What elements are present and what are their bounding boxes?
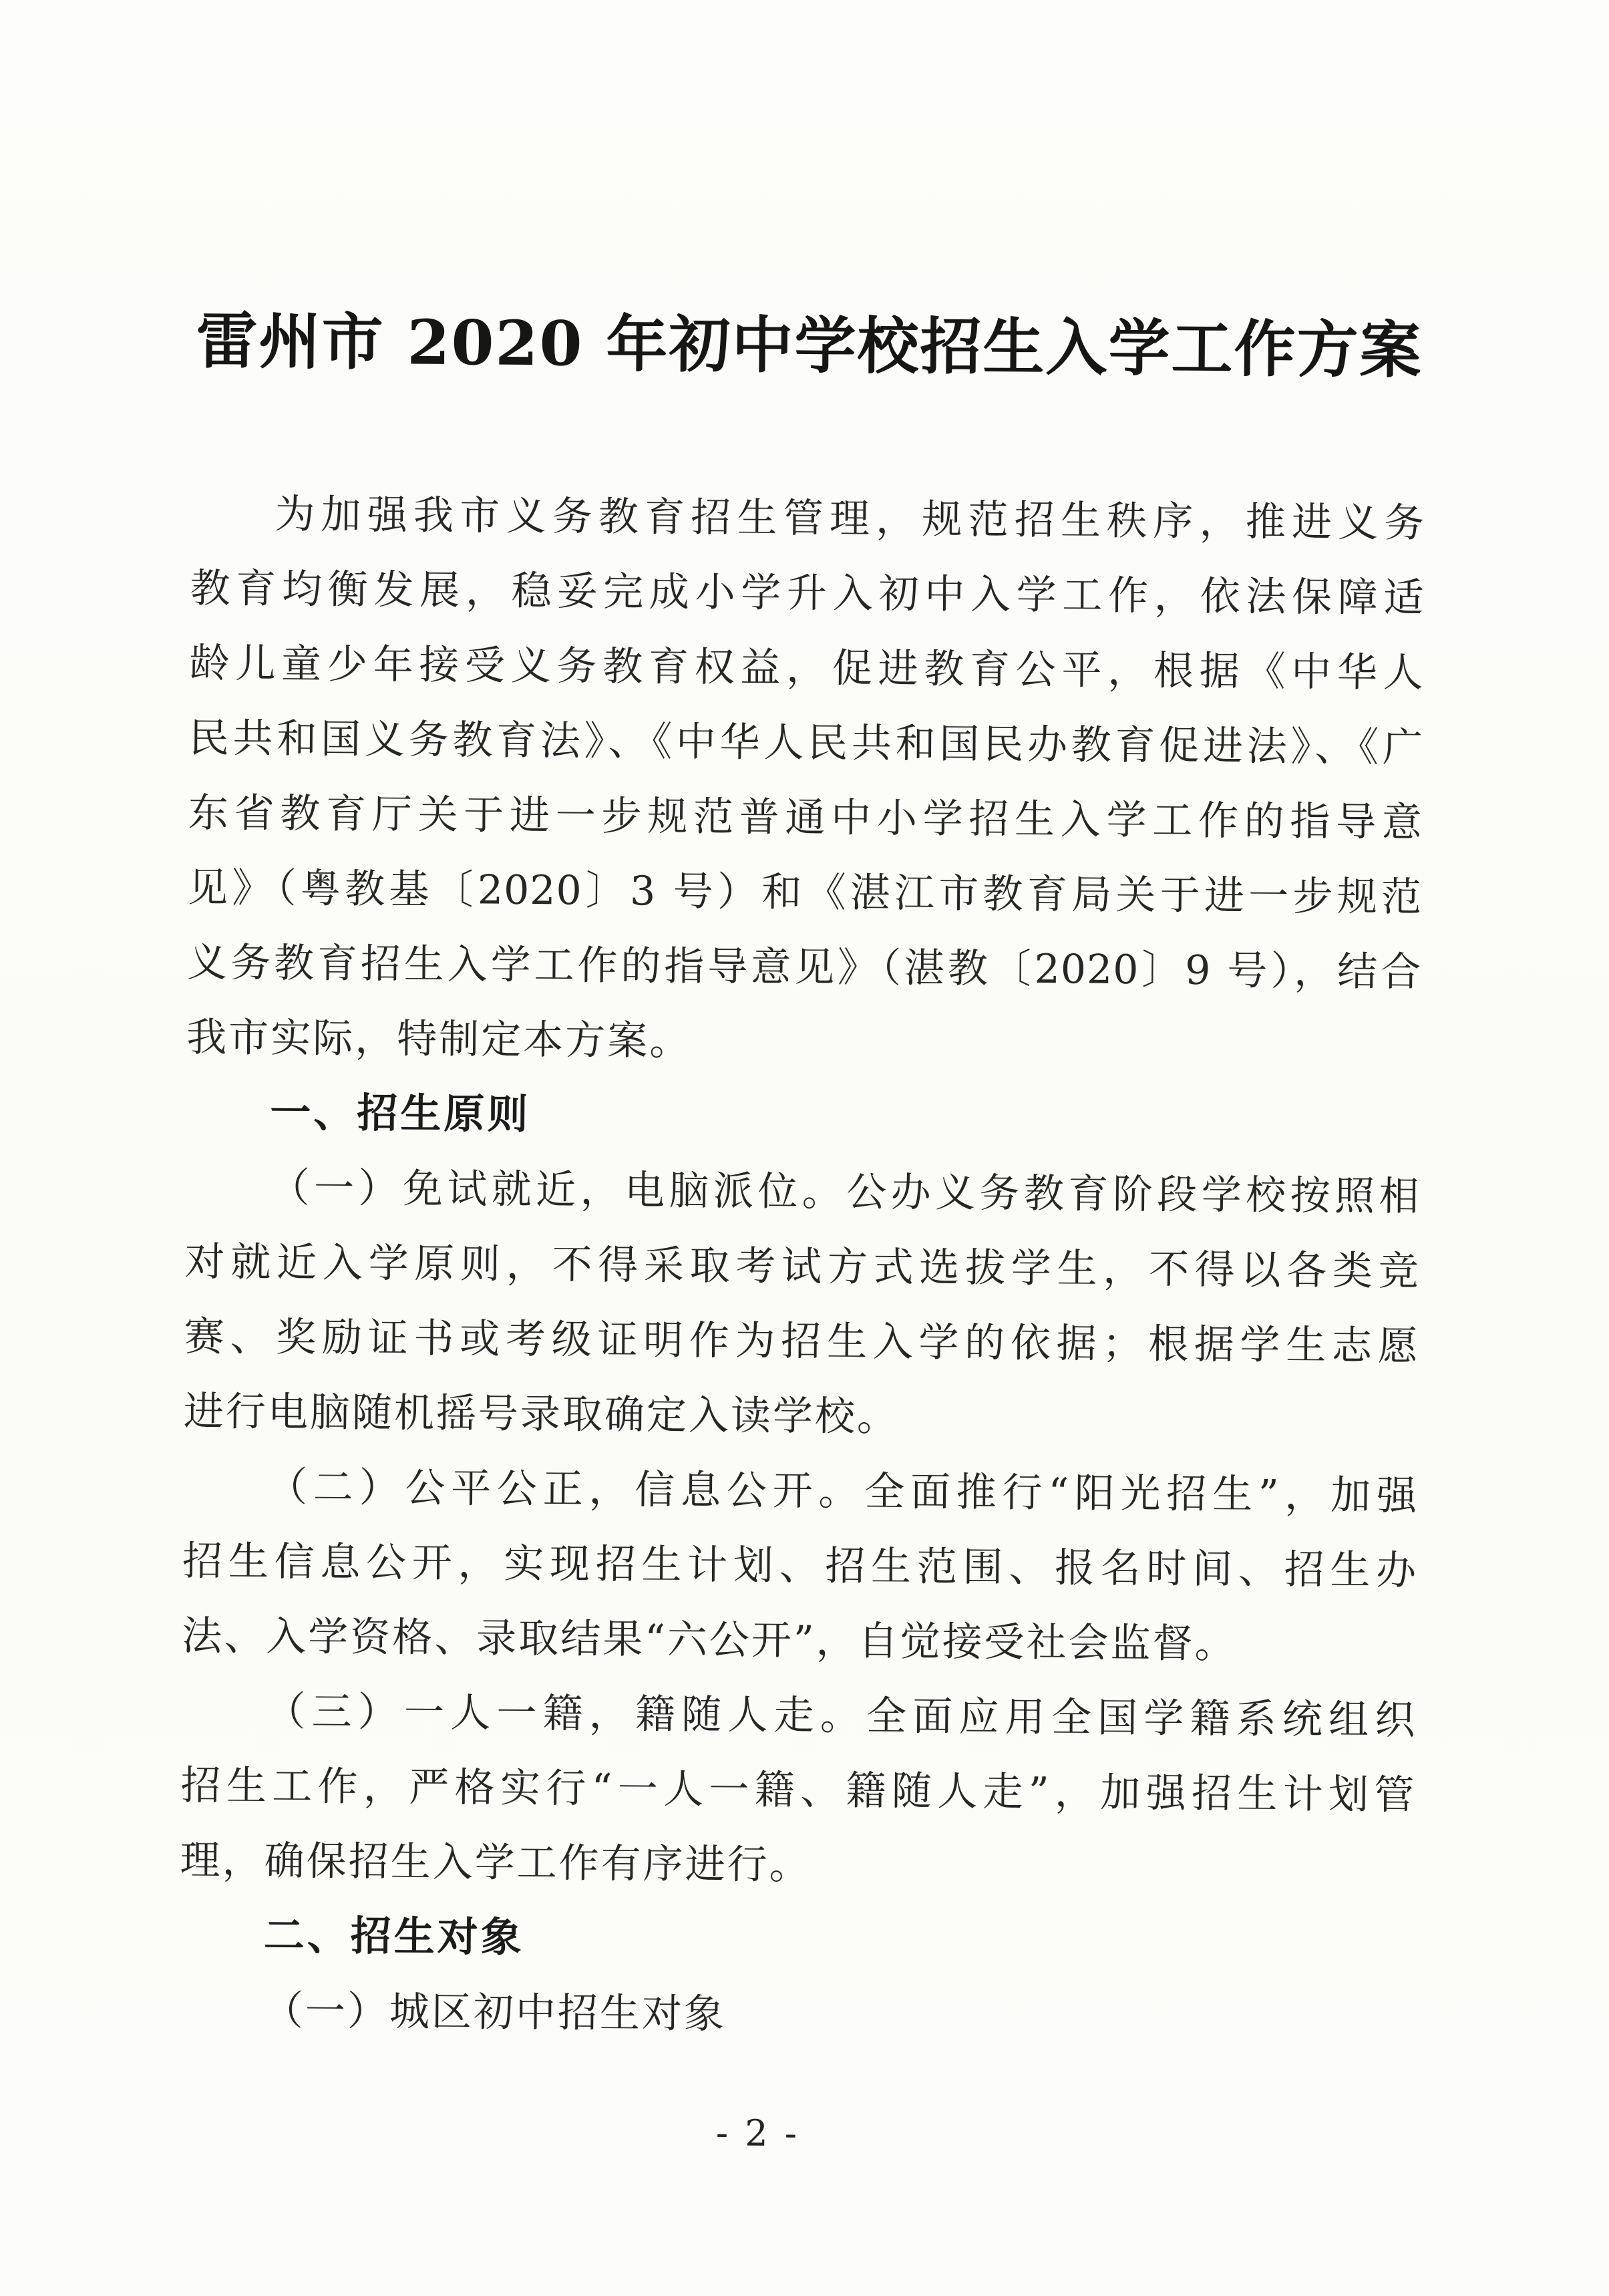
body-line-10: （一）免试就近，电脑派位。公办义务教育阶段学校按照相 xyxy=(269,1164,1420,1220)
body-line-21: （一）城区初中招生对象 xyxy=(262,1987,727,2038)
page-number: - 2 - xyxy=(715,2112,800,2155)
body-line-18: 招生工作，严格实行“一人一籍、籍随人走”，加强招生计划管 xyxy=(180,1762,1415,1819)
body-line-17: （三）一人一籍，籍随人走。全面应用全国学籍系统组织 xyxy=(265,1687,1416,1744)
body-line-6: 见》（粤教基〔2020〕3 号）和《湛江市教育局关于进一步规范 xyxy=(187,864,1423,921)
body-line-4: 民共和国义务教育法》、《中华人民共和国民办教育促进法》、《广 xyxy=(188,714,1424,772)
body-line-3: 龄儿童少年接受义务教育权益，促进教育公平，根据《中华人 xyxy=(189,639,1424,697)
body-line-16: 法、入学资格、录取结果“六公开”，自觉接受社会监督。 xyxy=(182,1612,1237,1668)
document-body xyxy=(178,476,1425,2057)
body-line-8: 我市实际，特制定本方案。 xyxy=(186,1013,692,1065)
body-line-11: 对就近入学原则，不得采取考试方式选拔学生，不得以各类竞 xyxy=(184,1238,1419,1295)
body-line-5: 东省教育厅关于进一步规范普通中小学招生入学工作的指导意 xyxy=(188,789,1423,846)
doc-title: 雷州市 2020 年初中学校招生入学工作方案 xyxy=(196,305,1423,387)
body-line-14: （二）公平公正，信息公开。全面推行“阳光招生”，加强 xyxy=(266,1463,1418,1520)
body-line-13: 进行电脑随机摇号录取确定入读学校。 xyxy=(183,1387,900,1441)
section-heading-2: 二、招生对象 xyxy=(263,1911,525,1961)
body-line-7: 义务教育招生入学工作的指导意见》（湛教〔2020〕9 号），结合 xyxy=(186,939,1422,996)
body-line-19: 理，确保招生入学工作有序进行。 xyxy=(180,1836,812,1889)
body-line-15: 招生信息公开，实现招生计划、招生范围、报名时间、招生办 xyxy=(182,1537,1417,1595)
body-line-1: 为加强我市义务教育招生管理，规范招生秩序，推进义务 xyxy=(275,490,1425,547)
body-line-12: 赛、奖励证书或考级证明作为招生入学的依据；根据学生志愿 xyxy=(184,1313,1419,1370)
document-content xyxy=(178,299,1427,2158)
section-heading-1: 一、招生原则 xyxy=(270,1088,531,1139)
body-line-2: 教育均衡发展，稳妥完成小学升入初中入学工作，依法保障适 xyxy=(190,564,1425,622)
